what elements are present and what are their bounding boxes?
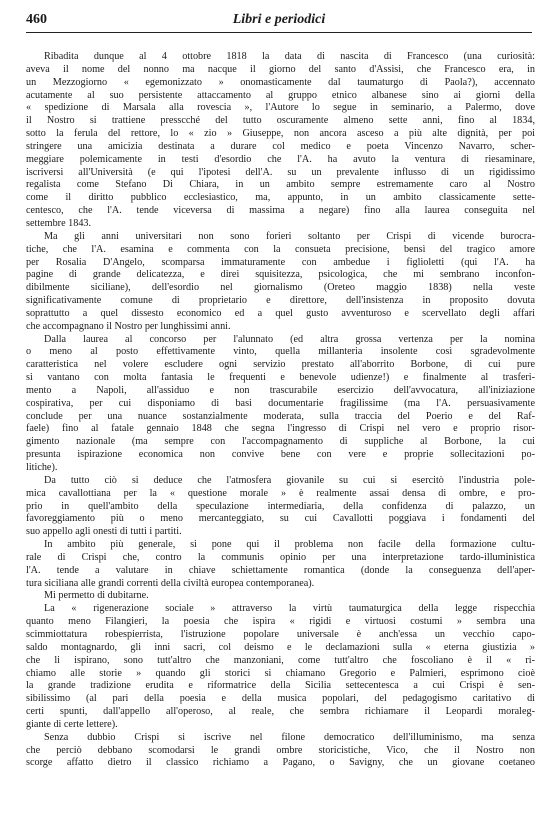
text-line: significativamente comune di proprietario e direttore, dell'insistenza in proposito dovuta [26,295,535,307]
page-number: 460 [26,12,47,27]
text-line: « spedizione di Marsala alla rovescia », l'Autore lo segue in seminario, a Palermo, dove [26,102,535,114]
text-line: dibilmente siciliane), dell'esordio nel giornalismo (Oreteo maggio 1838) nella veste [26,282,535,294]
text-line: come il diritto pubblico ecclesiastico, ma, appunto, in un ambito classicamente sette- [26,192,535,204]
text-line: chiamo alle storie » quando gli storici si chiamano Gregorio e Palmieri, esprimono cioè [26,667,535,679]
text-line: aveva il nome del nonno ma nacque il giorno del santo d'Assisi, che Francesco era, in [26,63,535,75]
text-line: pagine di grande delicatezza, e direi squisitezza, psicologica, che mi sembrano inconfon- [26,269,535,281]
text-line: Dalla laurea al concorso per l'alunnato (ed altra grossa vertenza per la nomina [44,333,535,345]
text-line: che li ispirano, sono tutt'altro che manzoniani, come tutt'altro che foscoliano è il « ri- [26,654,535,666]
text-line: Da tutto ciò si deduce che l'atmosfera giovanile su cui si esercitò l'industria pole- [44,474,535,486]
text-line: per Rosalia D'Angelo, scomparsa immaturamente con ambedue i figlioletti (qui l'A. ha [26,256,535,268]
text-line: favoreggiamento più o meno mercanteggiato, su cui Cavallotti poggiava i fondamenti del [26,513,535,525]
text-line: il Nostro si trattiene presscché del tutto oscuramente almeno sette anni, fino al 1834, [26,115,535,127]
body-text [26,51,535,770]
text-line: quanto meno Filangieri, la poesia che ispira « rigidi e virtuosi costumi » sembra una [26,616,535,628]
text-line: un Mezzogiorno « egemonizzato » onomasticamente dal taumaturgo di Paola?), accennato [26,76,535,88]
text-line: Mi permetto di dubitarne. [44,590,149,602]
text-line: sibilissimo (al pari della poesia e della musica popolari, del pedagogismo caritativo di [26,693,535,705]
text-line: sotto la ferula del rettore, lo « zio » Giuseppe, non ancora asceso a più alte dignità, per poi [26,128,535,140]
text-line: faele) fino al fatale gennaio 1848 che segna l'ingresso di Crispi nel vero e proprio risor- [26,423,535,435]
page-header [26,10,532,33]
text-line: centesco, che l'A. tende viceversa di massima a negare) fino alla laurea conseguita nel [26,205,535,217]
text-line: mica cavallottiana per la « questione morale » è realmente assai densa di ombre, e pro- [26,487,535,499]
text-line: presunta ispirazione economica non convive bene con vere e proprie sollecitazioni po- [26,449,535,461]
text-line: certi spunti, dall'appello all'operoso, al reale, che sembra richiamare il Leopardi moraleg- [26,706,535,718]
text-line: Ribadita dunque al 4 ottobre 1818 la data di nascita di Francesco (una curiosità: [44,51,535,62]
text-line: settembre 1843. [26,217,92,229]
text-line: rale di Crispi che, contro la communis opinio per una interpretazione tardo-illuministica [26,551,535,563]
text-line: mento a Napoli, all'assiduo e non trascurabile esercizio dell'avvocatura, all'iniziazione [26,384,535,396]
text-line: tura siciliana alle grandi correnti della civiltà europea contemporanea). [26,577,315,589]
text-line: soprattutto a quel dissesto economico ed a quel gusto avventuroso e scervellato degli affari [26,307,535,319]
text-line: conclude per una nuance sostanzialmente moderata, sulla traccia del Poerio e del Raf- [26,410,535,422]
text-line: o meno al posto effettivamente vinto, quella millanteria insolente così sgradevolmente [26,346,535,358]
text-line: scorge affatto dietro il classico richiamo a Pagano, o Savigny, che un giovane coetaneo [26,757,535,769]
text-line: la grande tradizione erudita e riformatrice della Sicilia settecentesca a cui Crispi è sen- [26,680,535,692]
text-line: che accompagnano il Nostro per lunghissimi anni. [26,320,231,332]
text-line: l'A. tende a valutare in chiave schiettamente romantica (donde la conseguenza dell'aper- [26,564,535,576]
text-line: In ambito più generale, si pone qui il problema non facile della formazione cultu- [44,539,535,551]
text-line: cospirativa, per cui disponiamo di basi documentarie fragilissime (ma l'A. persuasivamente [26,397,535,409]
text-line: caratteristica nel volere escludere ogni servizio prestato all'aborrito Borbone, di cui pure [26,359,535,371]
text-line: saldo montagnardo, gli inni sacri, col deismo e le declamazioni sulla « eterna giustizia » [26,641,535,653]
text-line: che perciò debbano scomodarsi le grandi ombre storicistiche, Vico, che il Nostro non [26,744,535,756]
text-line: prio in quell'ambito della speculazione intermediaria, della confidenza di palazzo, un [26,500,535,512]
text-line: tiche, che l'A. esamina e commenta con la consueta precisione, bensì del tragico amore [26,243,535,255]
text-line: acutamente al suo persistente attaccamento al gruppo etnico albanese sino ai giorni della [26,89,535,101]
running-head: Libri e periodici [232,12,326,27]
text-line: stringere una amicizia destinata a durare col medico e poeta Vincenzo Navarro, scher- [26,140,535,152]
text-line: gimento nazionale (ma sempre con l'accompagnamento di suppliche al Borbone, la cui [26,436,535,448]
text-line: Ma gli anni universitari non sono forieri soltanto per Crispi di vicende burocra- [44,230,535,242]
text-line: iscriversi all'Università (e qui l'ipotesi dell'A. su un prevalente influsso di un rigidissimo [26,166,535,178]
text-line: La « rigenerazione sociale » attraverso la virtù taumaturgica della legge rispecchia [44,603,535,615]
text-line: Senza dubbio Crispi si iscrive nel filone democratico dell'illuminismo, ma senza [44,731,535,743]
text-line: suo appello agli onesti di tutti i partiti. [26,526,182,538]
text-line: scimmiottatura robespierrista, l'istruzione popolare universale è anch'essa un vecchio capo- [26,628,535,640]
text-line: litiche). [26,462,58,473]
text-line: regalista come Stefano Di Chiara, in un ambito sempre estremamente caro al Nostro [26,179,535,191]
text-line: meggiare polemicamente in testi d'esordio che l'A. ha avuto la ventura di riesaminare, [26,153,535,165]
text-line: giante di certe lettere). [26,718,118,730]
text-line: si vantano con molta fantasia le frequenti e benevole udienze!) e finalmente al trasferi- [26,372,535,384]
